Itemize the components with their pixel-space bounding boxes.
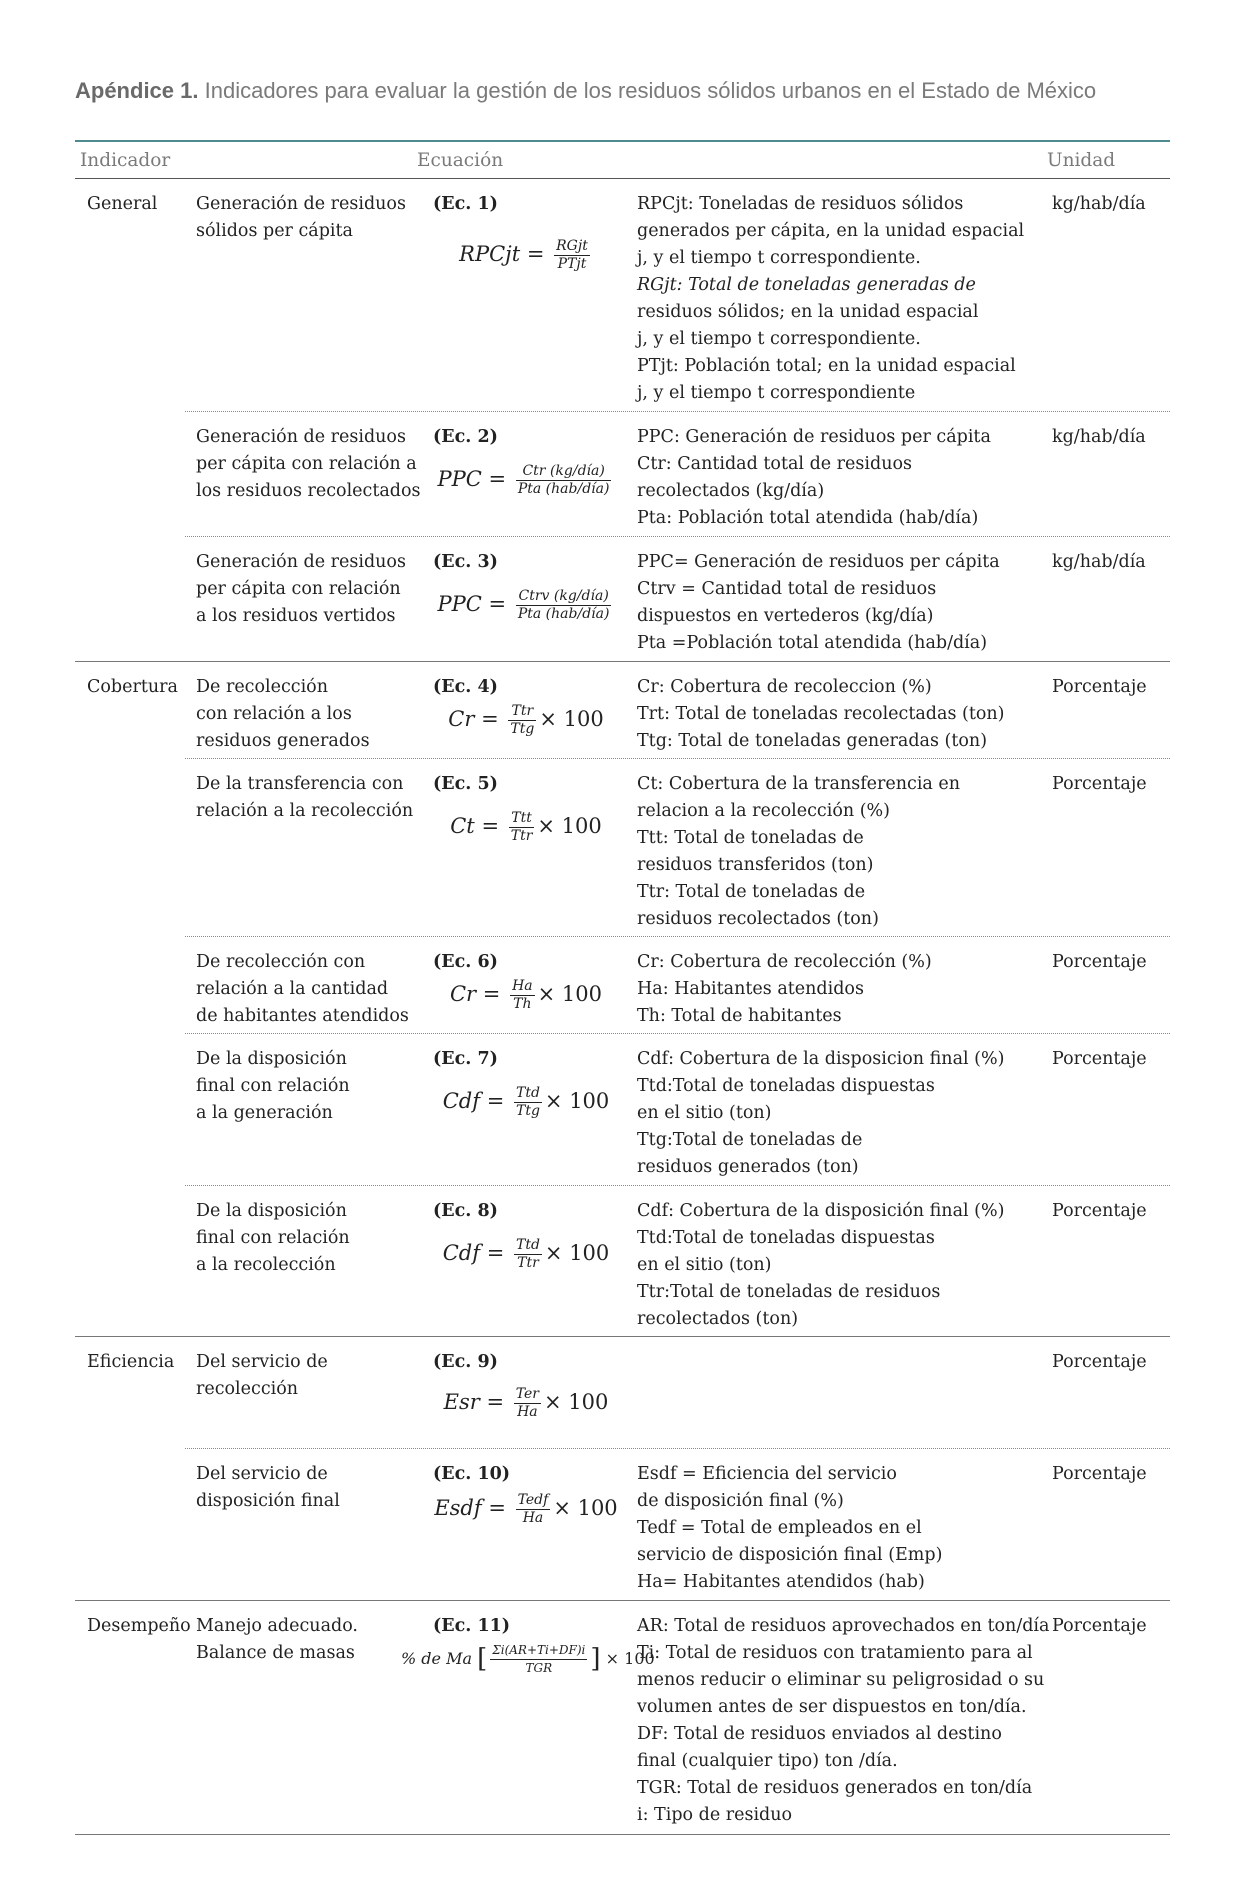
- row-indicator-name: Manejo adecuado. Balance de masas: [196, 1616, 358, 1663]
- equation-formula: % de Ma [ $\frac{\Sigma i(AR+Ti+DF)i}{\text{TGR}}$ ] × 100: [401, 1643, 655, 1675]
- caption-label: Apéndice 1.: [75, 78, 199, 103]
- row-indicator-name: Generación de residuos sólidos per cápita: [196, 194, 406, 241]
- row-indicator-name: Generación de residuos per cápita con relación a los residuos recolectados: [196, 427, 421, 501]
- row-divider: [75, 1834, 1170, 1835]
- equation-number: (Ec. 11): [433, 1616, 511, 1636]
- row-description: Cdf: Cobertura de la disposicion final (%) Ttd:Total de toneladas dispuestas en el sitio (ton) Ttg:Total de toneladas de residuos generados (ton): [637, 1049, 1005, 1177]
- row-unit: kg/hab/día: [1052, 552, 1146, 572]
- table-row: [75, 759, 1170, 937]
- row-description: RPCjt: Toneladas de residuos sólidos generados per cápita, en la unidad espacial j, y el tiempo t correspondiente. RGjt: Total de toneladas generadas de residuos sólidos; en la unidad espacial j, y el tiempo t correspondiente. PTjt: Población total; en la unidad espacial j, y el tiempo t correspondiente: [637, 194, 1025, 403]
- table-row: [75, 937, 1170, 1034]
- row-description: Cdf: Cobertura de la disposición final (%) Ttd:Total de toneladas dispuestas en el sitio (ton) Ttr:Total de toneladas de residuos recolectados (ton): [637, 1201, 1005, 1329]
- row-indicator-name: De la disposición final con relación a la recolección: [196, 1201, 350, 1275]
- equation-formula: Esdf = $\frac{\text{Tedf}}{Ha}$ × 100: [434, 1492, 618, 1526]
- equation-number: (Ec. 5): [433, 774, 498, 794]
- equation-formula: RPCjt = $\frac{\text{RGjt}}{\text{PTjt}}$: [459, 238, 588, 272]
- row-unit: kg/hab/día: [1052, 194, 1146, 214]
- table-row: [75, 1034, 1170, 1186]
- row-description: Cr: Cobertura de recolección (%) Ha: Habitantes atendidos Th: Total de habitantes: [637, 952, 932, 1026]
- row-indicator-name: Generación de residuos per cápita con relación a los residuos vertidos: [196, 552, 406, 626]
- row-unit: Porcentaje: [1052, 1201, 1147, 1221]
- equation-number: (Ec. 7): [433, 1049, 498, 1069]
- row-indicator-name: De la transferencia con relación a la recolección: [196, 774, 414, 821]
- equation-number: (Ec. 9): [433, 1352, 498, 1372]
- equation-formula: Ct = $\frac{\text{Ttt}}{\text{Ttr}}$ × 100: [450, 810, 602, 844]
- row-equation: [421, 1349, 706, 1421]
- row-indicator-name: De recolección con relación a los residuos generados: [196, 677, 370, 751]
- equation-number: (Ec. 4): [433, 677, 498, 697]
- header-unidad: Unidad: [1047, 150, 1116, 171]
- equation-number: (Ec. 1): [433, 194, 498, 214]
- row-group: Eficiencia: [87, 1352, 175, 1372]
- row-unit: Porcentaje: [1052, 952, 1147, 972]
- equation-formula: Esr = $\frac{\text{Ter}}{Ha}$ × 100: [443, 1386, 609, 1420]
- equation-number: (Ec. 2): [433, 427, 498, 447]
- row-description: Ct: Cobertura de la transferencia en relacion a la recolección (%) Ttt: Total de toneladas de residuos transferidos (ton) Ttr: Total de toneladas de residuos recolectados (ton): [637, 774, 961, 929]
- header-ecuacion: Ecuación: [417, 150, 504, 171]
- table-row: [75, 1337, 1170, 1449]
- row-group: Desempeño: [87, 1616, 191, 1636]
- table-caption: [75, 78, 1096, 104]
- equation-formula: Cr = $\frac{Ha}{Th}$ × 100: [449, 978, 602, 1012]
- table-row: [75, 179, 1170, 412]
- indicators-table: [75, 140, 1170, 1835]
- row-indicator-name: Del servicio de disposición final: [196, 1464, 340, 1511]
- row-description: Esdf = Eficiencia del servicio de disposición final (%) Tedf = Total de empleados en el servicio de disposición final (Emp) Ha= Habitantes atendidos (hab): [637, 1464, 943, 1592]
- equation-formula: PPC = $\frac{\text{Ctrv (kg/día)}}{\text{Pta (hab/día)}}$: [437, 588, 610, 622]
- equation-number: (Ec. 10): [433, 1464, 511, 1484]
- equation-number: (Ec. 3): [433, 552, 498, 572]
- row-unit: Porcentaje: [1052, 677, 1147, 697]
- row-unit: Porcentaje: [1052, 774, 1147, 794]
- equation-formula: PPC = $\frac{\text{Ctr (kg/día)}}{\text{Pta (hab/día)}}$: [437, 463, 610, 497]
- table-row: [75, 1449, 1170, 1601]
- row-group: Cobertura: [87, 677, 178, 697]
- row-description: AR: Total de residuos aprovechados en ton/día Ti: Total de residuos con tratamiento para al menos reducir o eliminar su peligrosidad o su volumen antes de ser dispuestos en ton/día. DF: Total de residuos enviados al destino final (cualquier tipo) ton /día. TGR: Total de residuos generados en ton/día i: Tipo de residuo: [637, 1616, 1050, 1825]
- table-row: [75, 662, 1170, 759]
- row-unit: Porcentaje: [1052, 1049, 1147, 1069]
- table-row: [75, 537, 1170, 662]
- row-unit: Porcentaje: [1052, 1464, 1147, 1484]
- table-header: [75, 140, 1170, 179]
- equation-number: (Ec. 8): [433, 1201, 498, 1221]
- row-unit: Porcentaje: [1052, 1352, 1147, 1372]
- row-description: PPC= Generación de residuos per cápita Ctrv = Cantidad total de residuos dispuestos en vertederos (kg/día) Pta =Población total atendida (hab/día): [637, 552, 1000, 653]
- equation-number: (Ec. 6): [433, 952, 498, 972]
- row-group: General: [87, 194, 158, 214]
- row-indicator-name: De la disposición final con relación a la generación: [196, 1049, 350, 1123]
- header-indicador: Indicador: [80, 150, 171, 171]
- table-row: [75, 412, 1170, 537]
- table-row: [75, 1186, 1170, 1337]
- equation-formula: Cr = $\frac{\text{Ttr}}{\text{Ttg}}$ × 100: [448, 703, 604, 737]
- row-indicator-name: Del servicio de recolección: [196, 1352, 328, 1399]
- row-unit: kg/hab/día: [1052, 427, 1146, 447]
- row-unit: Porcentaje: [1052, 1616, 1147, 1636]
- table-row: [75, 1601, 1170, 1835]
- row-indicator-name: De recolección con relación a la cantidad de habitantes atendidos: [196, 952, 409, 1026]
- equation-formula: Cdf = $\frac{\text{Ttd}}{\text{Ttr}}$ × 100: [442, 1237, 610, 1271]
- row-description: Cr: Cobertura de recoleccion (%) Trt: Total de toneladas recolectadas (ton) Ttg: Total de toneladas generadas (ton): [637, 677, 1005, 751]
- equation-formula: Cdf = $\frac{\text{Ttd}}{\text{Ttg}}$ × 100: [442, 1085, 610, 1119]
- caption-text: Indicadores para evaluar la gestión de los residuos sólidos urbanos en el Estado de México: [204, 78, 1097, 103]
- row-description: PPC: Generación de residuos per cápita Ctr: Cantidad total de residuos recolectados (kg/día) Pta: Población total atendida (hab/día): [637, 427, 991, 528]
